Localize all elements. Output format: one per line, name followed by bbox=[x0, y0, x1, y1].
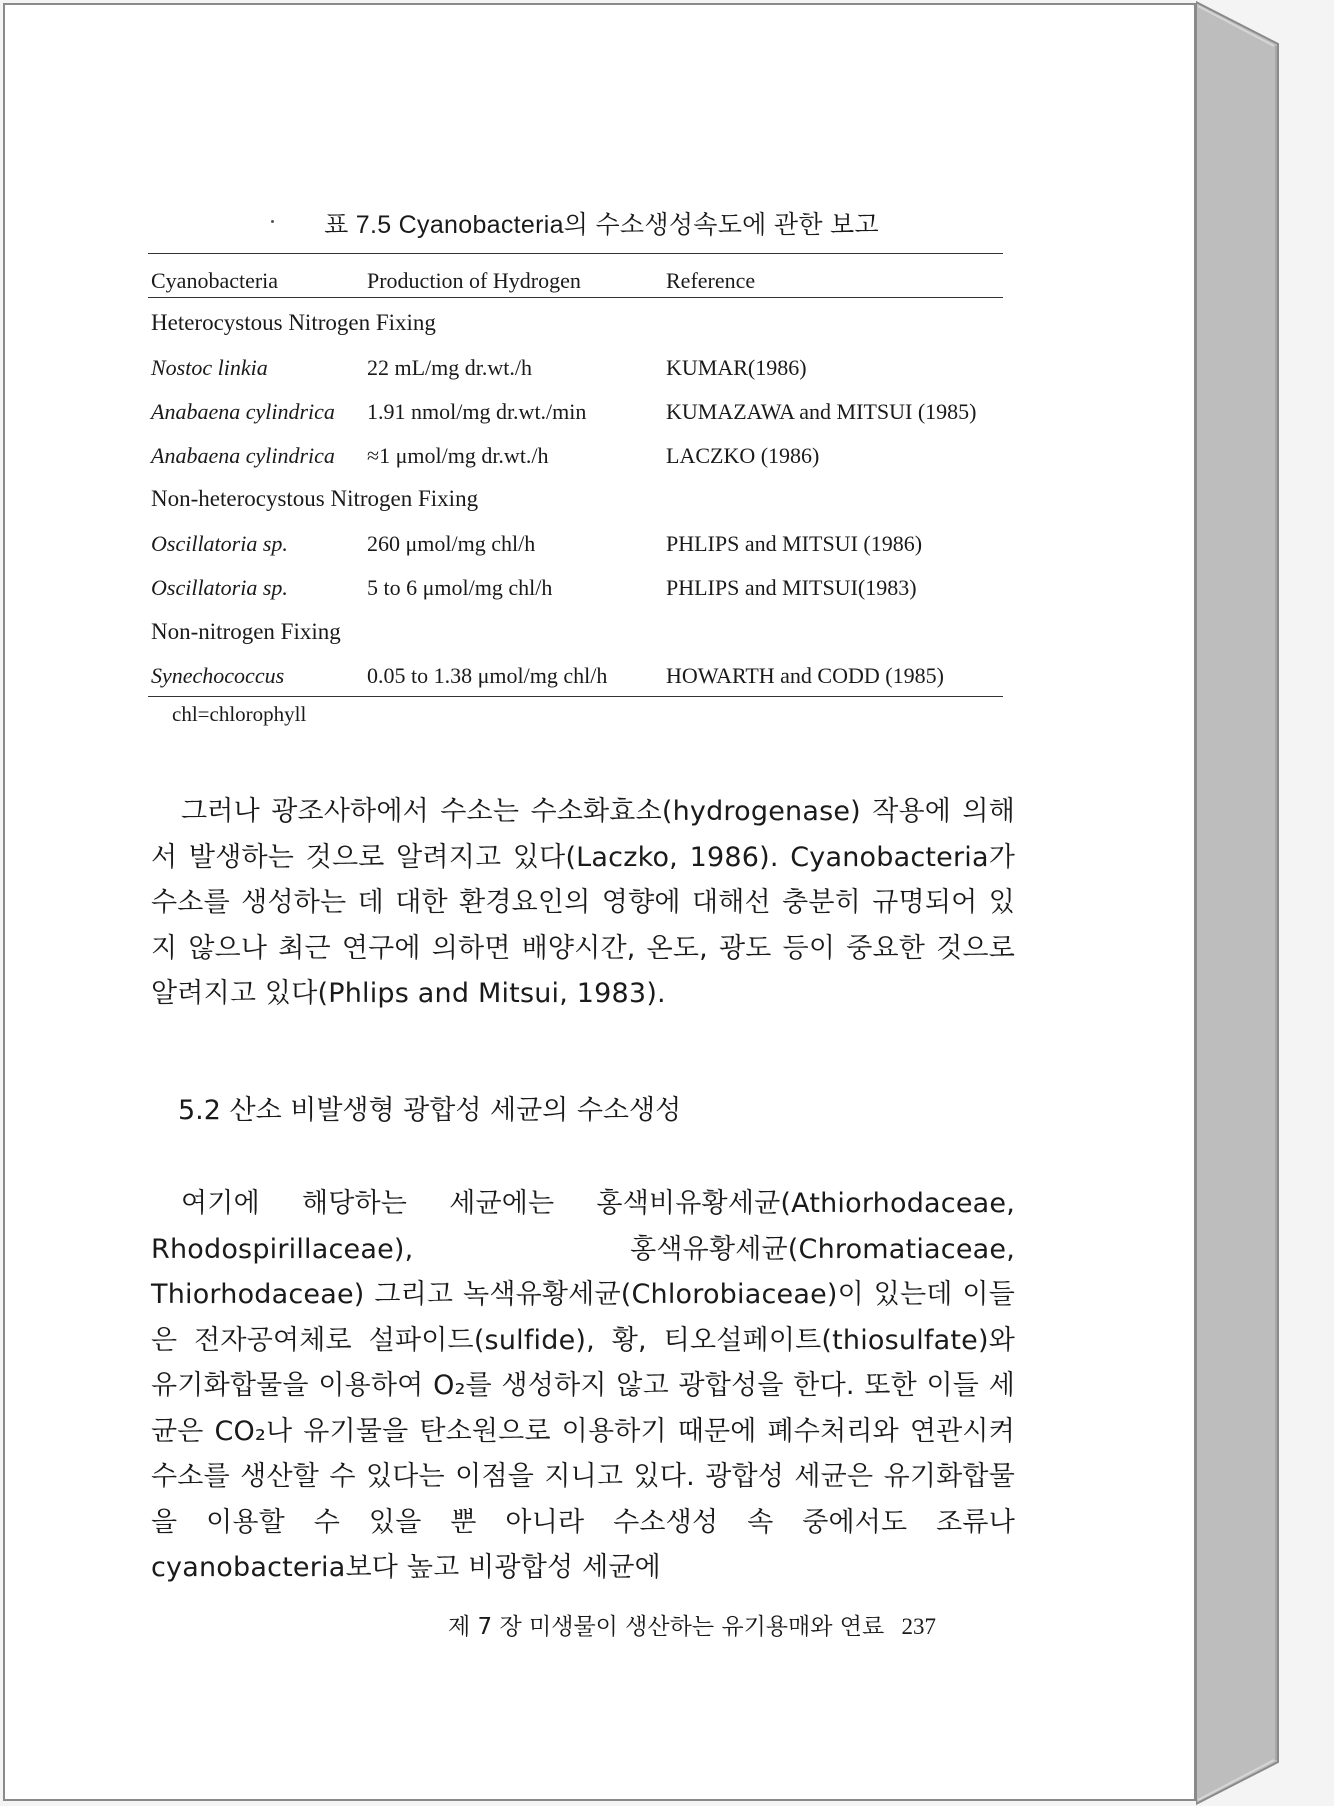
table-row bbox=[5, 399, 1198, 439]
reference-cell: KUMAZAWA and MITSUI (1985) bbox=[666, 399, 977, 424]
species-cell: Anabaena cylindrica bbox=[151, 443, 335, 468]
species-cell: Oscillatoria sp. bbox=[151, 575, 288, 600]
header-reference: Reference bbox=[666, 268, 756, 293]
header-production: Production of Hydrogen bbox=[367, 268, 581, 293]
reference-cell: HOWARTH and CODD (1985) bbox=[666, 663, 944, 688]
group-label: Heterocystous Nitrogen Fixing bbox=[151, 310, 436, 335]
footer-chapter: 제 7 장 미생물이 생산하는 유기용매와 연료 bbox=[448, 1614, 885, 1640]
table-group-row bbox=[5, 619, 1198, 659]
reference-cell: PHLIPS and MITSUI (1986) bbox=[666, 531, 923, 556]
table-caption: 표 7.5 Cyanobacteria의 수소생성속도에 관한 보고 bbox=[324, 211, 879, 239]
book-edge-illustration bbox=[1196, 0, 1334, 1806]
reference-cell: KUMAR(1986) bbox=[666, 355, 807, 380]
species-cell: Synechococcus bbox=[151, 663, 285, 688]
paragraph-2-text: 여기에 해당하는 세균에는 홍색비유황세균(Athiorhodaceae, Rhodospirillaceae), 홍색유황세균(Chromatiaceae, Thiorhodaceae) 그리고 녹색유황세균(Chlorobiaceae)이 있는데 이들은 전자공여체로 설파이드(sulfide), 황, 티오설페이트(thiosulfate)와 유기화합물을 이용하여 O₂를 생성하지 않고 광합성을 한다. 또한 이들 세균은 CO₂나 유기물을 탄소원으로 이용하기 때문에 폐수처리와 연관시켜 수소를 생산할 수 있다는 이점을 지니고 있다. 광합성 세균은 유기화합물을 이용할 수 있을 뿐 아니라 수소생성 속 중에서도 조류나 cyanobacteria보다 높고 비광합성 세균에 bbox=[151, 1188, 1015, 1583]
paragraph-1-text: 그러나 광조사하에서 수소는 수소화효소(hydrogenase) 작용에 의해서 발생하는 것으로 알려지고 있다(Laczko, 1986). Cyanobacteria가 수소를 생성하는 데 대한 환경요인의 영향에 대해선 충분히 규명되어 있지 않으나 최근 연구에 의하면 배양시간, 온도, 광도 등이 중요한 것으로 알려지고 있다(Phlips and Mitsui, 1983). bbox=[151, 796, 1015, 1009]
table-row bbox=[5, 663, 1198, 703]
production-cell: 1.91 nmol/mg dr.wt./min bbox=[367, 399, 587, 424]
header-cyanobacteria: Cyanobacteria bbox=[151, 268, 279, 293]
table-footnote: chl=chlorophyll bbox=[172, 702, 307, 726]
species-cell: Nostoc linkia bbox=[151, 355, 268, 380]
table-header-rule bbox=[148, 297, 1003, 298]
production-cell: 22 mL/mg dr.wt./h bbox=[367, 355, 532, 380]
production-cell: ≈1 μmol/mg dr.wt./h bbox=[367, 443, 549, 468]
reference-cell: LACZKO (1986) bbox=[666, 443, 820, 468]
table-group-row bbox=[5, 486, 1198, 526]
group-label: Non-heterocystous Nitrogen Fixing bbox=[151, 486, 479, 511]
page-number: 237 bbox=[901, 1614, 937, 1639]
production-cell: 0.05 to 1.38 μmol/mg chl/h bbox=[367, 663, 608, 688]
table-top-rule bbox=[148, 253, 1003, 254]
book-page bbox=[3, 3, 1196, 1801]
group-label: Non-nitrogen Fixing bbox=[151, 619, 341, 644]
production-cell: 260 μmol/mg chl/h bbox=[367, 531, 536, 556]
table-row bbox=[5, 355, 1198, 395]
table-row bbox=[5, 575, 1198, 615]
production-cell: 5 to 6 μmol/mg chl/h bbox=[367, 575, 553, 600]
section-heading: 5.2 산소 비발생형 광합성 세균의 수소생성 bbox=[178, 1095, 682, 1126]
table-group-row bbox=[5, 310, 1198, 350]
reference-cell: PHLIPS and MITSUI(1983) bbox=[666, 575, 917, 600]
table-row bbox=[5, 531, 1198, 571]
page-footer bbox=[448, 1608, 988, 1641]
species-cell: Anabaena cylindrica bbox=[151, 399, 335, 424]
body-paragraph-2 bbox=[151, 1181, 1015, 1591]
species-cell: Oscillatoria sp. bbox=[151, 531, 288, 556]
body-paragraph-1 bbox=[151, 789, 1015, 1017]
table-row bbox=[5, 443, 1198, 483]
table-bottom-rule bbox=[148, 696, 1003, 697]
table-header-row bbox=[5, 268, 1198, 308]
